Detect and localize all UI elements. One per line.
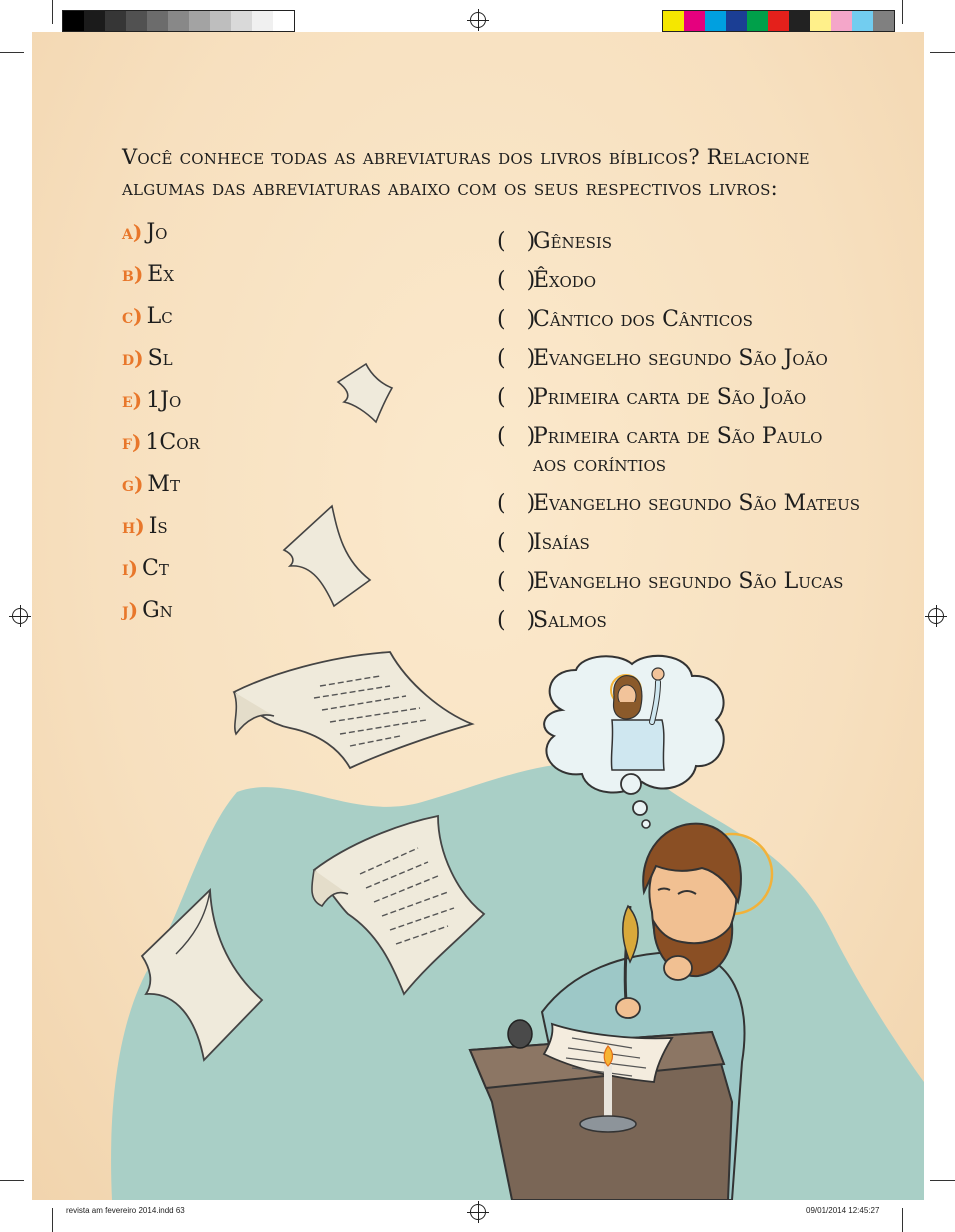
abbreviation-item	[122, 556, 200, 598]
crop-mark	[930, 52, 955, 53]
abbreviation-item	[122, 346, 200, 388]
book-item	[497, 607, 860, 635]
color-swatch	[747, 11, 768, 31]
abbreviation-item	[122, 388, 200, 430]
crop-mark	[902, 1208, 903, 1232]
color-swatch	[873, 11, 894, 31]
book-item	[497, 490, 860, 518]
color-swatch	[84, 11, 105, 31]
color-swatch	[210, 11, 231, 31]
book-name: Gênesis	[533, 229, 613, 254]
abbreviation-text: Ex	[147, 262, 175, 287]
abbreviation-letter: c)	[122, 304, 143, 328]
abbreviation-text: Gn	[142, 598, 173, 623]
color-swatch	[852, 11, 873, 31]
instructions-text: Você conhece todas as abreviaturas dos livros bíblicos? Relacione algumas das abreviaturas abaixo com os seus respectivos livros:	[122, 145, 810, 200]
answer-blank[interactable]: ( )	[497, 569, 536, 594]
answer-blank[interactable]: ( )	[497, 268, 536, 293]
scroll-paper-top	[230, 650, 475, 770]
abbreviation-letter: i)	[122, 556, 139, 580]
book-item	[497, 306, 860, 334]
crop-mark	[0, 1180, 24, 1181]
abbreviation-letter: d)	[122, 346, 144, 370]
color-swatch	[705, 11, 726, 31]
abbreviation-letter: j)	[122, 598, 139, 622]
abbreviation-item	[122, 514, 200, 556]
registration-mark	[928, 608, 944, 624]
answer-blank[interactable]: ( )	[497, 307, 536, 332]
book-name: Evangelho segundo São João	[533, 346, 828, 371]
book-item	[497, 345, 860, 373]
abbreviation-text: Mt	[147, 472, 180, 497]
book-item	[497, 423, 837, 479]
book-name: Evangelho segundo São Mateus	[533, 491, 860, 516]
abbreviation-letter: h)	[122, 514, 145, 538]
registration-mark	[12, 608, 28, 624]
registration-mark	[470, 12, 486, 28]
abbreviation-letter: a)	[122, 220, 143, 244]
abbreviations-list	[122, 220, 200, 640]
book-item	[497, 529, 860, 557]
answer-blank[interactable]: ( )	[497, 530, 536, 555]
book-item	[497, 568, 860, 596]
slug-datetime: 09/01/2014 12:45:27	[806, 1206, 880, 1215]
color-swatch	[789, 11, 810, 31]
registration-mark	[470, 1204, 486, 1220]
flying-paper-medium	[282, 504, 372, 609]
abbreviation-letter: b)	[122, 262, 144, 286]
answer-blank[interactable]: ( )	[497, 608, 536, 633]
crop-mark	[52, 0, 53, 24]
abbreviation-text: Is	[148, 514, 168, 539]
crop-mark	[0, 52, 24, 53]
color-swatch	[768, 11, 789, 31]
abbreviation-text: Jo	[146, 220, 168, 245]
slug-filename: revista am fevereiro 2014.indd 63	[66, 1206, 185, 1215]
flying-paper-small	[336, 362, 396, 424]
abbreviation-text: Lc	[146, 304, 173, 329]
color-swatch	[189, 11, 210, 31]
book-name: Cântico dos Cânticos	[533, 307, 753, 332]
color-swatch	[726, 11, 747, 31]
book-item	[497, 384, 860, 412]
answer-blank[interactable]: ( )	[497, 491, 536, 516]
abbreviation-item	[122, 598, 200, 640]
abbreviation-text: Sl	[147, 346, 173, 371]
color-swatch	[147, 11, 168, 31]
abbreviation-item	[122, 472, 200, 514]
book-item	[497, 267, 860, 295]
abbreviation-letter: e)	[122, 388, 143, 412]
book-name: Primeira carta de São João	[533, 385, 807, 410]
book-name: Primeira carta de São Paulo aos coríntios	[533, 424, 823, 477]
color-swatch	[273, 11, 294, 31]
abbreviation-item	[122, 304, 200, 346]
color-swatch	[252, 11, 273, 31]
abbreviation-letter: f)	[122, 430, 142, 454]
color-swatch	[663, 11, 684, 31]
color-swatch	[126, 11, 147, 31]
color-swatch	[684, 11, 705, 31]
abbreviation-letter: g)	[122, 472, 144, 496]
answer-blank[interactable]: ( )	[497, 385, 536, 410]
color-calibration-bar	[662, 10, 895, 32]
jesus-figure	[604, 660, 674, 770]
flying-paper-large	[136, 888, 266, 1063]
abbreviation-item	[122, 262, 200, 304]
book-name: Salmos	[533, 608, 607, 633]
crop-mark	[52, 1208, 53, 1232]
crop-mark	[902, 0, 903, 24]
color-swatch	[831, 11, 852, 31]
answer-blank[interactable]: ( )	[497, 424, 536, 449]
worksheet-page	[32, 32, 924, 1200]
color-swatch	[231, 11, 252, 31]
books-list	[497, 228, 860, 646]
abbreviation-item	[122, 220, 200, 262]
book-name: Êxodo	[533, 268, 597, 293]
answer-blank[interactable]: ( )	[497, 229, 536, 254]
saint-writer-illustration	[432, 802, 762, 1200]
color-swatch	[810, 11, 831, 31]
abbreviation-text: Ct	[142, 556, 169, 581]
book-name: Evangelho segundo São Lucas	[533, 569, 844, 594]
answer-blank[interactable]: ( )	[497, 346, 536, 371]
book-item	[497, 228, 860, 256]
abbreviation-text: 1Jo	[146, 388, 182, 413]
crop-mark	[930, 1180, 955, 1181]
color-swatch	[168, 11, 189, 31]
book-name: Isaías	[533, 530, 590, 555]
gray-calibration-bar	[62, 10, 295, 32]
abbreviation-text: 1Cor	[145, 430, 200, 455]
color-swatch	[105, 11, 126, 31]
abbreviation-item	[122, 430, 200, 472]
color-swatch	[63, 11, 84, 31]
